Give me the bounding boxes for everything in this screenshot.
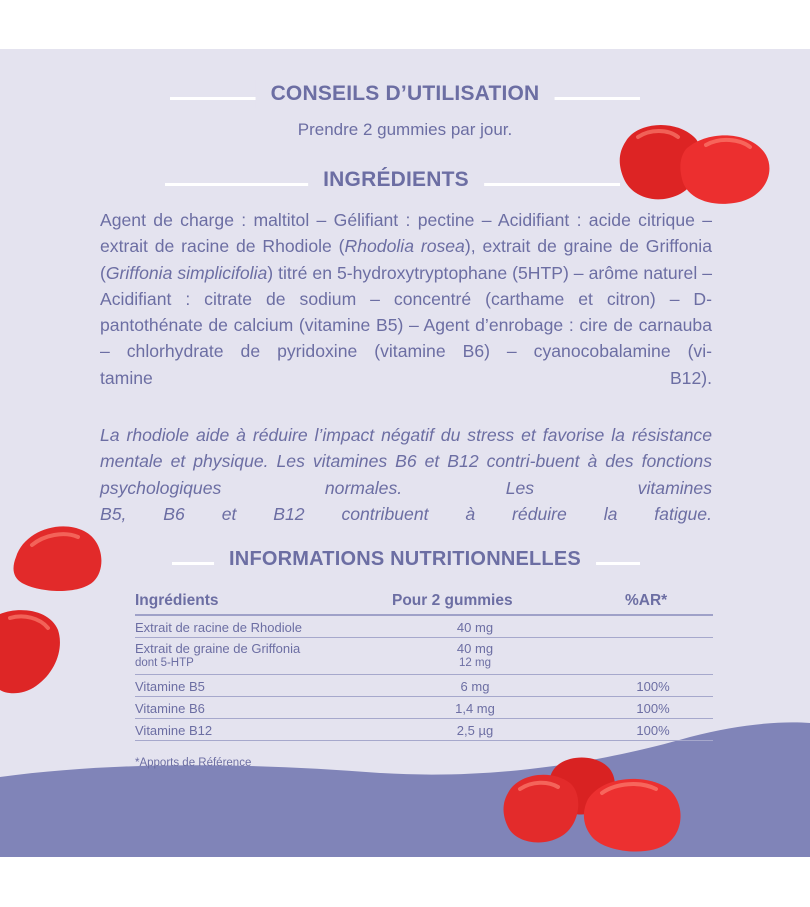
row-ar: 100% (636, 701, 670, 716)
usage-heading: CONSEILS D’UTILISATION (256, 80, 555, 108)
health-claim-last: B5, B6 et B12 contribuent à réduire la fatigue. (100, 503, 712, 524)
row-name: Vitamine B6 (135, 701, 205, 716)
usage-heading-row (170, 80, 640, 110)
table-row (135, 719, 713, 741)
row-quantity: 6 mg (460, 679, 490, 694)
ingredients-list (100, 207, 712, 391)
ingredients-text-4: tamine B12). (100, 367, 712, 388)
row-sub-name: dont 5-HTP (135, 657, 194, 669)
nutrition-heading: INFORMATIONS NUTRITIONNELLES (214, 545, 596, 573)
gummy-left-upper-icon (10, 521, 105, 593)
row-quantity: 2,5 µg (456, 723, 494, 738)
nutrition-heading-row (172, 545, 640, 575)
ingredients-heading: INGRÉDIENTS (308, 166, 484, 194)
nutrition-table-header (135, 590, 713, 616)
header-ar: %AR* (625, 592, 668, 609)
row-name: Vitamine B12 (135, 723, 213, 738)
gummy-bottom-cluster-icon (502, 753, 688, 857)
row-ar: 100% (636, 679, 670, 694)
row-name: Vitamine B5 (135, 679, 205, 694)
row-ar: 100% (636, 723, 670, 738)
ingredients-text-3: ) titré en 5-hydroxytryptophane (5HTP) – arôme naturel – Acidifiant : citrate de sodium – concentré (carthame et citron) – D-pantothénate de calcium (vitamine B5) – Agent d’enrobage : cire de carnauba – chlorhydrate de pyridoxine (vitamine B6) – cyanocobalamine (vi- (100, 262, 712, 362)
row-quantity: 1,4 mg (455, 701, 495, 716)
table-row (135, 697, 713, 719)
footnote: *Apports de Référence (135, 757, 252, 769)
ingredients-latin-1: Rhodolia rosea (344, 236, 465, 257)
gummy-top-right-icon (616, 119, 776, 209)
row-quantity: 40 mg (456, 641, 494, 656)
row-sub-quantity: 12 mg (459, 657, 491, 669)
row-name: Extrait de racine de Rhodiole (135, 620, 302, 635)
gummy-left-lower-icon (0, 606, 62, 696)
table-row (135, 616, 713, 638)
health-claim (100, 422, 712, 527)
ingredients-heading-row (165, 166, 620, 196)
nutrition-table (135, 590, 713, 741)
table-row (135, 675, 713, 697)
header-quantity: Pour 2 gummies (392, 592, 513, 609)
table-row (135, 638, 713, 675)
ingredients-text-2: ), extrait de graine de Griffonia ( (100, 236, 712, 283)
row-quantity: 40 mg (456, 620, 494, 635)
header-ingredients: Ingrédients (135, 592, 219, 609)
ingredients-latin-2: Griffonia simplicifolia (105, 262, 268, 283)
usage-text: Prendre 2 gummies par jour. (297, 120, 513, 139)
product-info-panel (0, 49, 810, 857)
health-claim-main: La rhodiole aide à réduire l’impact négatif du stress et favorise la résistance mentale et physique. Les vitamines B6 et B12 contri-buent à des fonctions psychologiques normales. Les vitamines (100, 425, 712, 498)
row-name: Extrait de graine de Griffonia (135, 641, 301, 656)
ingredients-text-1: Agent de charge : maltitol – Gélifiant : pectine – Acidifiant : acide citrique – extrait de racine de Rhodiole ( (100, 210, 712, 257)
